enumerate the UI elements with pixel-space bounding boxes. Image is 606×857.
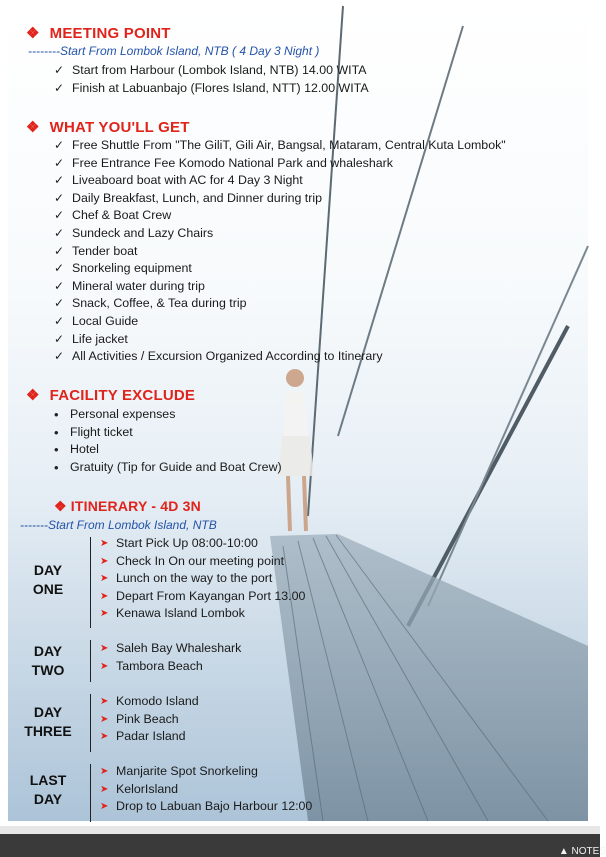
day-two-list [100, 640, 241, 675]
list-item: ✓ Snack, Coffee, & Tea during trip [54, 295, 506, 313]
list-item: ✓ Tender boat [54, 243, 506, 261]
list-item: ✓ Mineral water during trip [54, 278, 506, 296]
last-day-list [100, 763, 312, 816]
list-item: ➤ Pink Beach [100, 711, 199, 729]
list-item: ✓ Finish at Labuanbajo (Flores Island, NTT) 12.00 WITA [54, 80, 369, 98]
viewer-status-bar [0, 826, 600, 857]
diamond-bullet-icon: ❖ [54, 498, 67, 514]
day-one-label: DAY ONE [32, 562, 64, 597]
list-item: ✓ Start from Harbour (Lombok Island, NTB) 14.00 WITA [54, 62, 369, 80]
itinerary-heading: ❖ ITINERARY - 4D 3N [54, 498, 201, 514]
day-one-list [100, 535, 305, 623]
list-item: ➤ Komodo Island [100, 693, 199, 711]
facility-exclude-heading: ❖ FACILITY EXCLUDE [26, 387, 196, 404]
day-divider [90, 537, 91, 628]
last-day-label: LAST DAY [29, 772, 67, 807]
meeting-point-list [54, 62, 369, 97]
list-item: ➤ Padar Island [100, 728, 199, 746]
list-item: ✓ Liveaboard boat with AC for 4 Day 3 Night [54, 172, 506, 190]
list-item: ➤ Kenawa Island Lombok [100, 605, 305, 623]
list-item: ✓ Life jacket [54, 331, 506, 349]
day-divider [90, 694, 91, 752]
diamond-bullet-icon: ❖ [26, 387, 40, 404]
list-item: ➤ Drop to Labuan Bajo Harbour 12:00 [100, 798, 312, 816]
day-three-label: DAY THREE [24, 704, 72, 739]
list-item: ➤ Depart From Kayangan Port 13.00 [100, 588, 305, 606]
list-item: • Flight ticket [52, 424, 282, 442]
what-you-get-heading: ❖ WHAT YOU'LL GET [26, 119, 190, 136]
list-item: ✓ Chef & Boat Crew [54, 207, 506, 225]
list-item: ✓ Local Guide [54, 313, 506, 331]
list-item: ➤ Saleh Bay Whaleshark [100, 640, 241, 658]
itinerary-subtitle: -------Start From Lombok Island, NTB [20, 518, 217, 532]
diamond-bullet-icon: ❖ [26, 119, 40, 136]
list-item: ➤ Check In On our meeting point [100, 553, 305, 571]
list-item: ➤ Tambora Beach [100, 658, 241, 676]
list-item: ✓ Daily Breakfast, Lunch, and Dinner during trip [54, 190, 506, 208]
day-two-label: DAY TWO [31, 643, 65, 678]
list-item: ✓ Snorkeling equipment [54, 260, 506, 278]
meeting-point-heading: ❖ MEETING POINT [26, 25, 171, 42]
list-item: • Hotel [52, 441, 282, 459]
day-divider [90, 764, 91, 822]
list-item: ✓ Sundeck and Lazy Chairs [54, 225, 506, 243]
notes-label: NOTES [571, 846, 606, 857]
status-bar-divider [0, 826, 600, 834]
notes-button[interactable] [559, 846, 606, 857]
what-you-get-list [54, 137, 506, 366]
brochure-page [8, 6, 588, 821]
list-item: ➤ Start Pick Up 08:00-10:00 [100, 535, 305, 553]
list-item: • Personal expenses [52, 406, 282, 424]
list-item: ✓ Free Entrance Fee Komodo National Park and whaleshark [54, 155, 506, 173]
list-item: ➤ Lunch on the way to the port [100, 570, 305, 588]
list-item: ➤ KelorIsland [100, 781, 312, 799]
list-item: ✓ Free Shuttle From "The GiliT, Gili Air, Bangsal, Mataram, Central Kuta Lombok" [54, 137, 506, 155]
list-item: ✓ All Activities / Excursion Organized According to Itinerary [54, 348, 506, 366]
list-item: ➤ Manjarite Spot Snorkeling [100, 763, 312, 781]
meeting-point-subtitle: --------Start From Lombok Island, NTB ( 4 Day 3 Night ) [28, 44, 320, 58]
facility-exclude-list [52, 406, 282, 476]
diamond-bullet-icon: ❖ [26, 25, 40, 42]
caret-up-icon: ▲ [558, 846, 569, 857]
day-divider [90, 640, 91, 682]
list-item: • Gratuity (Tip for Guide and Boat Crew) [52, 459, 282, 477]
day-three-list [100, 693, 199, 746]
